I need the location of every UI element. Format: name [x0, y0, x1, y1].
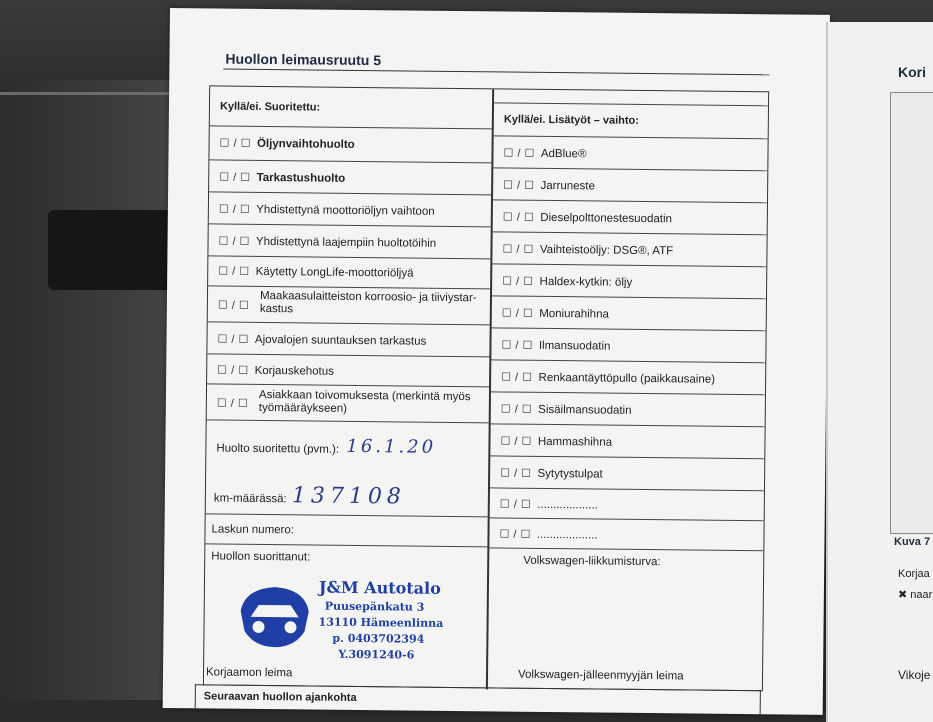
left-item-6 [208, 286, 490, 325]
mobility-label: Volkswagen-liikkumisturva: [523, 554, 661, 569]
checkbox-pair-icon[interactable]: ☐ / ☐ [503, 147, 535, 160]
checkbox-pair-icon[interactable]: ☐ / ☐ [218, 265, 250, 278]
item-label: Vaihteistoöljy: DSG®, ATF [539, 243, 674, 258]
checkbox-pair-icon[interactable]: ☐ / ☐ [218, 203, 251, 216]
car-logo-icon [234, 581, 315, 652]
left-item-9 [207, 384, 489, 423]
checkbox-pair-icon[interactable]: ☐ / ☐ [499, 528, 531, 541]
right-header: Kyllä/ei. Lisätyöt – vaihto: [503, 113, 639, 127]
item-label: Yhdistettynä moottoriöljyn vaihtoon [256, 203, 435, 218]
right-item-12 [490, 488, 764, 521]
item-label: Öljynvaihtohuolto [256, 137, 355, 151]
left-item-7 [207, 322, 489, 357]
checkbox-pair-icon[interactable]: ☐ / ☐ [500, 467, 532, 480]
workshop-stamp [234, 577, 475, 670]
item-label: Yhdistettynä laajempiin huoltotöihin [255, 235, 437, 250]
item-label: Sytytystulpat [537, 467, 603, 481]
right-item-13 [489, 518, 763, 551]
item-label: Renkaantäyttöpullo (paikkausaine) [538, 371, 716, 386]
right-item-4 [492, 232, 766, 267]
right-item-1 [493, 136, 767, 171]
checkbox-pair-icon[interactable]: ☐ / ☐ [217, 333, 249, 346]
service-grid [203, 85, 769, 691]
right-item-9 [491, 392, 765, 427]
checkbox-pair-icon[interactable]: ☐ / ☐ [501, 371, 533, 384]
invoice-label: Laskun numero: [211, 523, 295, 537]
figure-label: Kuva 7 [894, 536, 931, 548]
invoice-row [205, 514, 487, 547]
checkbox-pair-icon[interactable]: ☐ / ☐ [501, 307, 534, 320]
item-label: Ajovalojen suuntauksen tarkastus [254, 333, 427, 348]
item-label: Hammashihna [537, 435, 613, 449]
stamp-street: Puusepänkatu 3 [324, 599, 425, 614]
item-label: Tarkastushuolto [256, 171, 346, 185]
dealer-label: Volkswagen-jälleenmyyjän leima [517, 668, 684, 683]
item-label: AdBlue® [540, 147, 587, 161]
checkbox-pair-icon[interactable]: ☐ / ☐ [219, 137, 252, 150]
date-km-block [206, 420, 489, 517]
km-value[interactable]: 137108 [291, 483, 407, 510]
page-title: Huollon leimausruutu 5 [225, 50, 382, 69]
checkbox-pair-icon[interactable]: ☐ / ☐ [502, 243, 534, 256]
title-rule [223, 69, 769, 76]
checkbox-pair-icon[interactable]: ☐ / ☐ [500, 403, 533, 416]
checkbox-pair-icon[interactable]: ☐ / ☐ [502, 275, 534, 288]
left-item-2 [209, 160, 491, 195]
left-item-5 [208, 256, 490, 289]
left-header-row [210, 86, 492, 129]
right-item-11 [490, 456, 764, 491]
next-service-box [195, 684, 761, 714]
item-label: ................... [537, 498, 599, 512]
item-label: Asiakkaan toivomuksesta (merkintä myös työmääräykseen) [258, 388, 471, 415]
right-page-title: Kori [898, 64, 926, 80]
item-label: ................... [536, 528, 598, 542]
stamp-company-name: J&M Autotalo [318, 577, 441, 598]
checkbox-pair-icon[interactable]: ☐ / ☐ [501, 339, 533, 352]
item-label: Ilmansuodatin [538, 339, 611, 353]
right-item-6 [492, 296, 766, 331]
stamp-ytunnus: Y.3091240-6 [338, 647, 415, 662]
right-item-10 [490, 424, 764, 459]
left-item-3 [209, 192, 491, 227]
stamp-label: Korjaamon leima [205, 666, 293, 680]
item-label: Haldex-kytkin: öljy [539, 275, 633, 289]
checkbox-pair-icon[interactable]: ☐ / ☐ [502, 211, 535, 224]
checkbox-pair-icon[interactable]: ☐ / ☐ [219, 171, 251, 184]
left-item-4 [208, 224, 490, 259]
service-date-value[interactable]: 16.1.20 [346, 435, 437, 458]
workshop-label: Huollon suorittanut: [211, 550, 311, 564]
checkbox-pair-icon[interactable]: ☐ / ☐ [500, 435, 532, 448]
left-header: Kyllä/ei. Suoritettu: [219, 100, 321, 114]
right-page [826, 22, 933, 722]
item-label: Korjauskehotus [254, 364, 334, 378]
right-item-2 [493, 168, 767, 203]
checkbox-pair-icon[interactable]: ☐ / ☐ [217, 299, 250, 312]
right-page-text-3: Vikoje [898, 668, 931, 682]
stamp-phone: p. 0403702394 [332, 631, 425, 646]
right-item-5 [492, 264, 766, 299]
right-stamp-block [488, 548, 763, 690]
right-page-figure [890, 92, 933, 534]
item-label: Dieselpolttonestesuodatin [540, 211, 672, 226]
service-date-label: Huolto suoritettu (pvm.): [216, 442, 340, 456]
right-item-3 [493, 200, 767, 235]
next-service-label: Seuraavan huollon ajankohta [203, 690, 357, 704]
stamp-city: 13110 Hämeenlinna [318, 615, 444, 630]
item-label: Käytetty LongLife-moottoriöljyä [255, 265, 414, 280]
seat-trim [0, 92, 190, 95]
km-label: km-määrässä: [213, 492, 287, 506]
right-page-text-1: Korjaa [898, 568, 930, 580]
right-header-row [494, 102, 768, 139]
left-item-1 [209, 126, 491, 163]
checkbox-pair-icon[interactable]: ☐ / ☐ [216, 397, 249, 410]
item-label: Moniurahihna [539, 307, 609, 321]
checkbox-pair-icon[interactable]: ☐ / ☐ [217, 364, 249, 377]
checkbox-pair-icon[interactable]: ☐ / ☐ [503, 179, 535, 192]
right-item-7 [491, 328, 765, 363]
item-label: Maakaasulaitteiston korroosio- ja tiiviystar-kastus [259, 289, 477, 316]
checkbox-pair-icon[interactable]: ☐ / ☐ [499, 498, 532, 511]
right-item-8 [491, 360, 765, 395]
item-label: Jarruneste [540, 179, 595, 193]
item-label: Sisäilmansuodatin [538, 403, 632, 417]
right-page-text-2: ✖ naar [898, 589, 933, 601]
air-vent [48, 210, 178, 290]
left-item-8 [207, 354, 489, 387]
service-booklet-page [163, 8, 830, 715]
checkbox-pair-icon[interactable]: ☐ / ☐ [218, 235, 251, 248]
